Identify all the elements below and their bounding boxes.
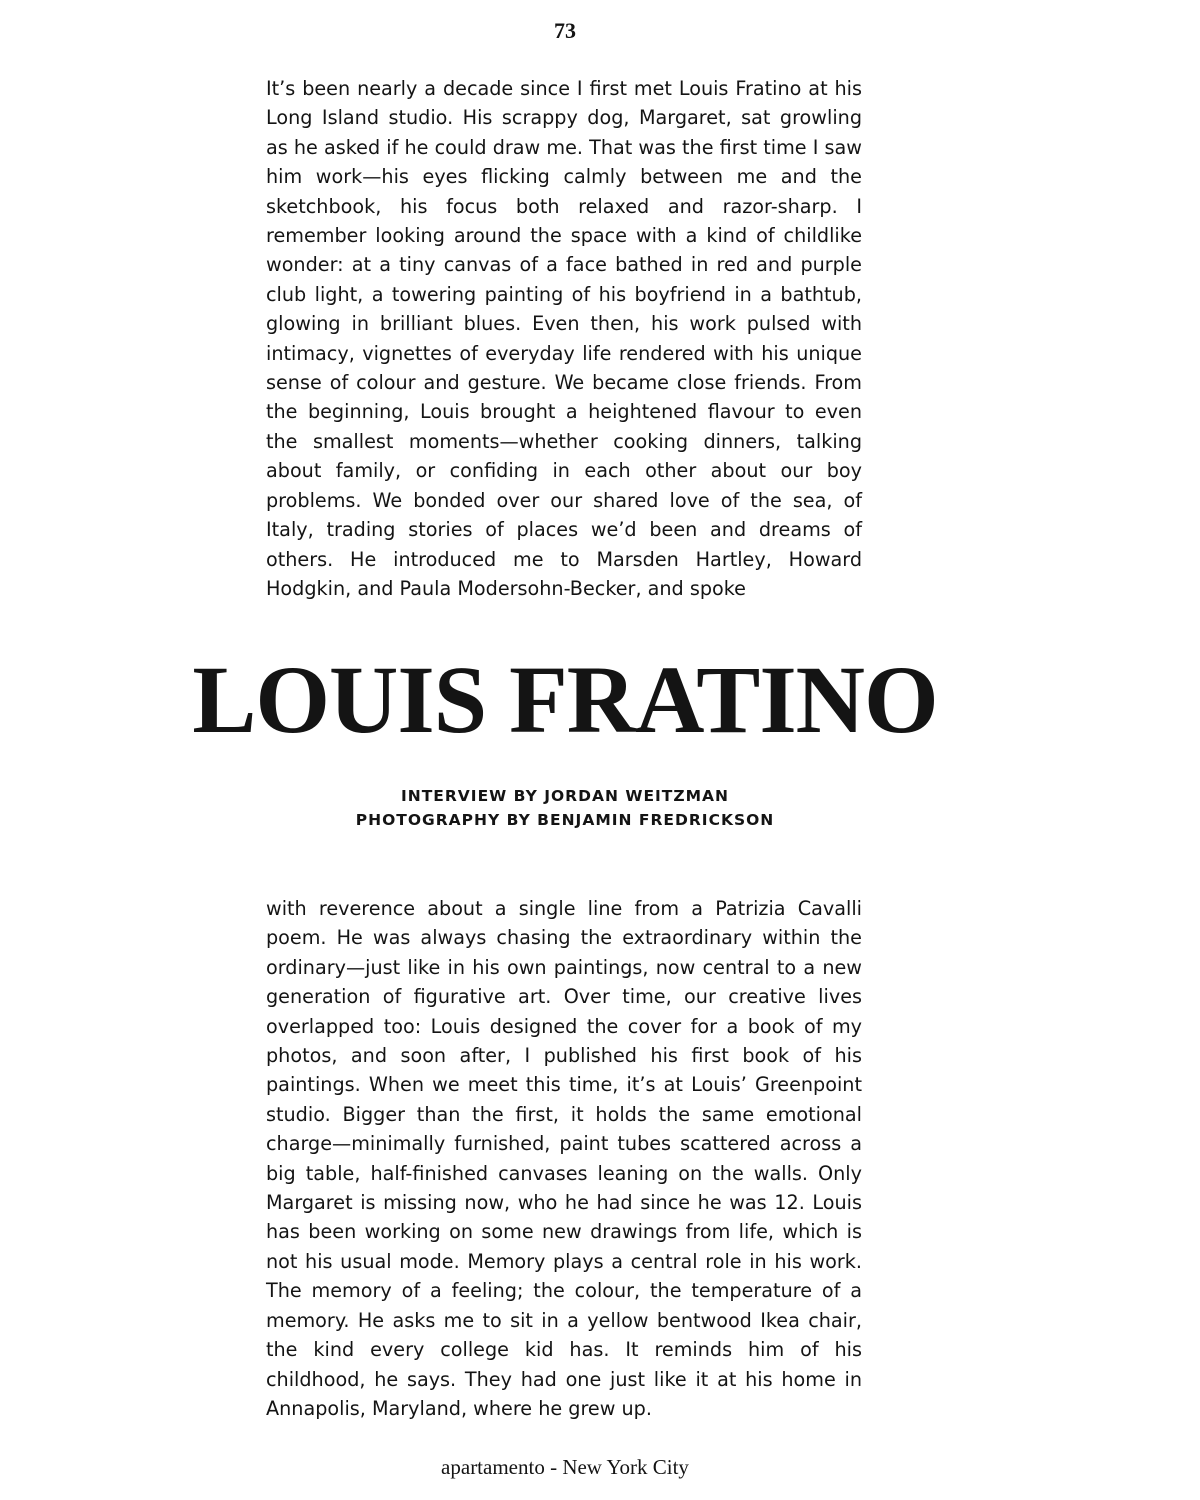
article-title: LOUIS FRATINO [192, 646, 938, 753]
article-text-top: It’s been nearly a decade since I first met Louis Fratino at his Long Island studio. His scrappy dog, Margaret, sat growling as he asked if he could draw me. That was the first time I saw him work—his eyes flicking calmly between me and the sketchbook, his focus both relaxed and razor-sharp. I remember looking around the space with a kind of childlike wonder: at a tiny canvas of a face bathed in red and purple club light, a towering painting of his boyfriend in a bathtub, glowing in brilliant blues. Even then, his work pulsed with intimacy, vignettes of everyday life rendered with his unique sense of colour and gesture. We became close friends. From the beginning, Louis brought a heightened flavour to even the smallest moments—whether cooking dinners, talking about family, or confiding in each other about our boy problems. We bonded over our shared love of the sea, of Italy, trading stories of places we’d been and dreams of others. He introduced me to Marsden Hartley, Howard Hodgkin, and Paula Modersohn-Becker, and spoke [266, 77, 862, 600]
page-number: 73 [554, 18, 576, 43]
photography-credit: PHOTOGRAPHY BY BENJAMIN FREDRICKSON [355, 811, 775, 829]
article-credits [0, 784, 1130, 832]
interview-credit: INTERVIEW BY JORDAN WEITZMAN [400, 787, 730, 805]
article-text-bottom: with reverence about a single line from a Patrizia Cavalli poem. He was always chasing the extraordinary within the ordinary—just like in his own paintings, now central to a new generation of figurative art. Over time, our creative lives overlapped too: Louis designed the cover for a book of my photos, and soon after, I published his first book of his paintings. When we meet this time, it’s at Louis’ Greenpoint studio. Bigger than the first, it holds the same emotional charge—minimally furnished, paint tubes scattered across a big table, half-finished canvases leaning on the walls. Only Margaret is missing now, who he had since he was 12. Louis has been working on some new drawings from life, which is not his usual mode. Memory plays a central role in his work. The memory of a feeling; the colour, the temperature of a memory. He asks me to sit in a yellow bentwood Ikea chair, the kind every college kid has. It reminds him of his childhood, he says. They had one just like it at his home in Annapolis, Maryland, where he grew up. [266, 897, 862, 1420]
page-footer: apartamento - New York City [441, 1455, 689, 1479]
